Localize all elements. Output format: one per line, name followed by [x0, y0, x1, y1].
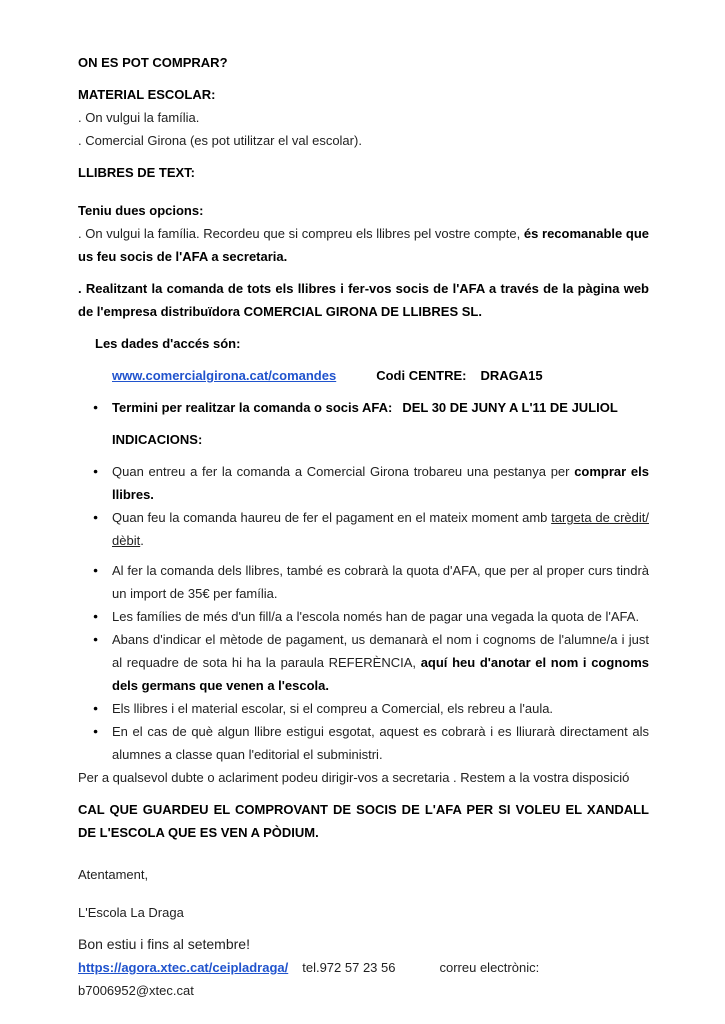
bullet-bold-text: aquí heu d'anotar el nom i cognoms dels germans que venen a l'escola. — [112, 655, 649, 693]
center-code-value: DRAGA15 — [480, 368, 543, 383]
list-item-afa-fee: ● Al fer la comanda dels llibres, també es cobrarà la quota d'AFA, que per al proper curs tindrà un import de 35€ per família. — [93, 559, 649, 605]
material-item-comercial: . Comercial Girona (es pot utilitzar el val escolar). — [78, 133, 362, 148]
closing-paragraph: Per a qualsevol dubte o aclariment podeu dirigir-vos a secretaria . Restem a la vostra disposició — [78, 770, 630, 785]
heading-where-to-buy: ON ES POT COMPRAR? — [78, 55, 228, 70]
list-item-buy-tab — [93, 460, 649, 506]
list-item-single-fee: ● Les famílies de més d'un fill/a a l'escola només han de pagar una vegada la quota de l'AFA. — [93, 605, 649, 628]
comercialgirona-link[interactable]: www.comercialgirona.cat/comandes — [112, 368, 337, 383]
access-line — [112, 364, 649, 387]
indicacions-title: INDICACIONS: — [112, 432, 203, 447]
bullet-text: Quan feu la comanda haureu de fer el pagament en el mateix moment amb — [112, 510, 552, 525]
option-1-text: . On vulgui la família. Recordeu que si compreu els llibres pel vostre compte, — [78, 226, 524, 241]
option-2-paragraph: . Realitzant la comanda de tots els llibres i fer-vos socis de l'AFA a través de la pàgina web de l'empresa distribuïdora COMERCIAL GIRONA DE LLIBRES SL. — [78, 281, 649, 319]
material-escolar-title: MATERIAL ESCOLAR: — [78, 87, 216, 102]
llibres-de-text-title: LLIBRES DE TEXT: — [78, 165, 196, 180]
list-item-delivery: ● Els llibres i el material escolar, si el compreu a Comercial, els rebreu a l'aula. — [93, 697, 649, 720]
bullet-tail-text: . — [140, 533, 144, 548]
bullet-underline-text: targeta de crèdit/ dèbit — [112, 510, 649, 548]
center-code-label: Codi CENTRE: — [376, 368, 467, 383]
option-1-bold-text: és recomanable que us feu socis de l'AFA a secretaria. — [78, 226, 650, 264]
list-item-reference — [93, 628, 649, 697]
list-item-out-of-stock: ● En el cas de què algun llibre estigui esgotat, aquest es cobrarà i es lliurarà directament als alumnes a classe quan l'editorial el subministri. — [93, 720, 649, 766]
indicacions-list — [78, 460, 649, 766]
signoff: Atentament, — [78, 867, 149, 882]
options-title: Teniu dues opcions: — [78, 203, 204, 218]
phone-number: tel.972 57 23 56 — [302, 960, 396, 975]
bullet-text: Abans d'indicar el mètode de pagament, us demanarà el nom i cognoms de l'alumne/a i just al requadre de sota hi ha la paraula REFERÈNCIA, — [112, 632, 649, 670]
deadline-bullet — [93, 396, 649, 419]
deadline-label: Termini per realitzar la comanda o socis AFA: — [112, 400, 393, 415]
footer-contact-line — [78, 956, 649, 1002]
bullet-bold-text: comprar els llibres. — [112, 464, 649, 502]
deadline-value: DEL 30 DE JUNY A L'11 DE JULIOL — [402, 400, 618, 415]
option-1-paragraph — [78, 222, 649, 268]
email-address: correu electrònic: b7006952@xtec.cat — [78, 960, 540, 998]
material-item-family: . On vulgui la família. — [78, 110, 200, 125]
school-website-link[interactable]: https://agora.xtec.cat/ceipladraga/ — [78, 960, 289, 975]
list-item-payment — [93, 506, 649, 552]
bullet-text: Quan entreu a fer la comanda a Comercial Girona trobareu una pestanya per — [112, 464, 575, 479]
access-data-title: Les dades d'accés són: — [95, 336, 241, 351]
signature: L'Escola La Draga — [78, 905, 184, 920]
farewell: Bon estiu i fins al setembre! — [78, 936, 250, 952]
warning-paragraph: CAL QUE GUARDEU EL COMPROVANT DE SOCIS DE L'AFA PER SI VOLEU EL XANDALL DE L'ESCOLA QUE ES VEN A PÒDIUM. — [78, 802, 649, 840]
